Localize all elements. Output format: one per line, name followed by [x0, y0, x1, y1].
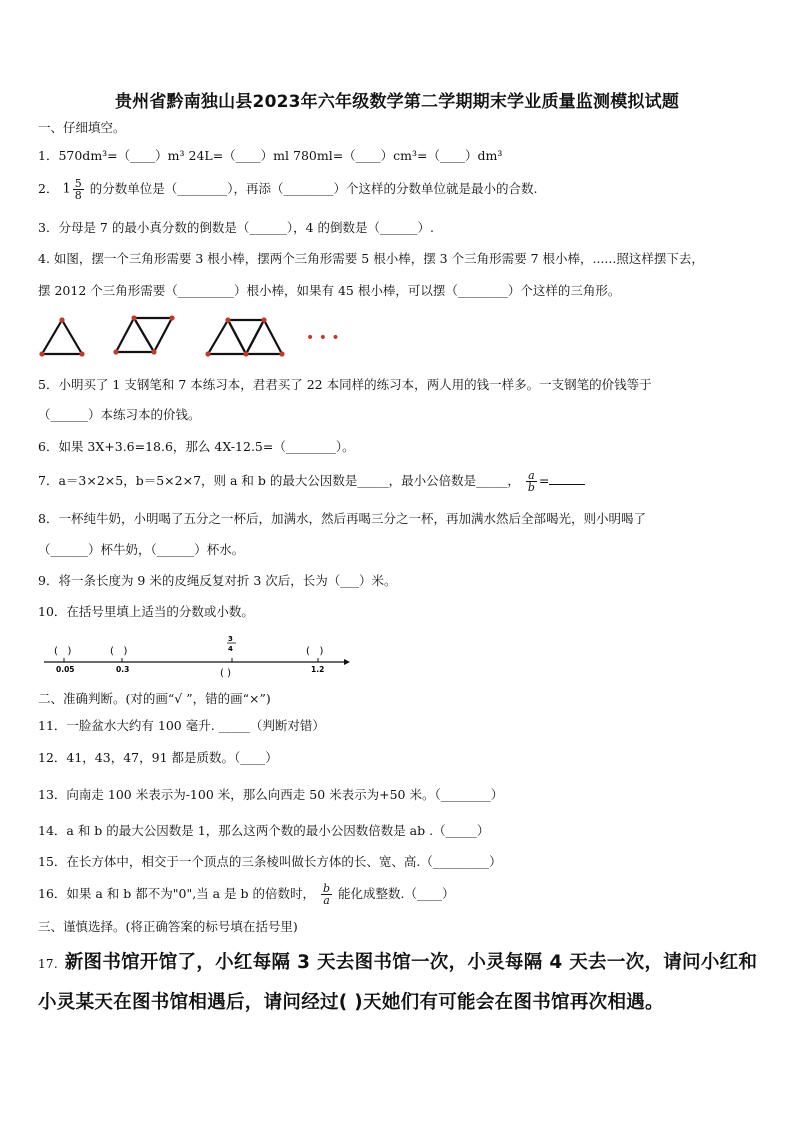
fraction-numerator: 5 [74, 177, 82, 190]
blank-paren-3: ( ) [306, 646, 324, 657]
question-5-line-2: （______）本练习本的价钱。 [38, 407, 201, 422]
equals-sign: = [538, 473, 550, 488]
continuation-dots: • • • [306, 330, 340, 346]
blank-paren-1: ( ) [54, 646, 72, 657]
question-7 [38, 470, 585, 493]
question-16-tail: 能化成整数.（____） [338, 886, 455, 901]
question-4-line-1: 4. 如图，摆一个三角形需要 3 根小棒，摆两个三角形需要 5 根小棒，摆 3 个三角形需要 7 根小棒，......照这样摆下去， [38, 251, 704, 266]
question-2-text: 的分数单位是（________），再添（________）个这样的分数单位就是最小的合数. [89, 181, 538, 196]
section-3-heading: 三、谨慎选择。(将正确答案的标号填在括号里) [38, 919, 298, 934]
question-13: 13．向南走 100 米表示为-100 米，那么向西走 50 米表示为+50 米。（________） [38, 787, 504, 802]
question-17-number: 17. [38, 957, 58, 971]
number-line [38, 632, 358, 684]
section-2-heading: 二、准确判断。(对的画“√ ”，错的画“×”) [38, 691, 271, 706]
tick-label-0.05: 0.05 [56, 665, 75, 674]
question-9: 9．将一条长度为 9 米的皮绳反复对折 3 次后，长为（___）米。 [38, 573, 397, 588]
question-5-line-1: 5．小明买了 1 支钢笔和 7 本练习本，君君买了 22 本同样的练习本，两人用的钱一样多。一支钢笔的价钱等于 [38, 377, 652, 392]
question-16-text: 16．如果 a 和 b 都不为"0",当 a 是 b 的倍数时， [38, 886, 316, 901]
question-15: 15．在长方体中，相交于一个顶点的三条棱叫做长方体的长、宽、高.（_________） [38, 854, 502, 869]
fraction [73, 178, 84, 201]
triangle-3a [208, 320, 246, 354]
question-8-line-2: （______）杯牛奶，（______）杯水。 [38, 542, 245, 557]
triangle-2b [134, 318, 172, 352]
fraction-denominator: a [323, 894, 330, 907]
blank-paren-2: ( ) [110, 646, 128, 657]
triangle-3c [246, 320, 282, 354]
question-17-line-2: 小灵某天在图书馆相遇后，请问经过( )天她们有可能会在图书馆再次相遇。 [38, 992, 664, 1013]
question-16 [38, 883, 455, 906]
fraction-numerator: b [323, 882, 331, 895]
tick-label-1.2: 1.2 [311, 665, 325, 674]
mixed-fraction-whole: 1 [62, 181, 71, 197]
blank-paren-below: ( ) [220, 668, 231, 679]
fraction-numerator: a [526, 470, 537, 482]
question-17-text-1: 新图书馆开馆了，小红每隔 3 天去图书馆一次，小灵每隔 4 天去一次，请问小红和 [64, 952, 758, 973]
triangle-2a [116, 318, 154, 352]
question-1: 1．570dm³=（____）m³ 24L=（____）ml 780ml=（____）cm³=（____）dm³ [38, 148, 503, 163]
question-7-text: 7．a＝3×2×5，b＝5×2×7，则 a 和 b 的最大公因数是_____，最小公倍数是_____， [38, 473, 520, 488]
question-6: 6．如果 3X+3.6=18.6，那么 4X-12.5=（________）。 [38, 439, 355, 454]
question-12: 12．41，43，47，91 都是质数。（____） [38, 750, 278, 765]
triangle-1 [42, 320, 82, 354]
question-14: 14．a 和 b 的最大公因数是 1，那么这两个数的最小公因数倍数是 ab .（_____） [38, 823, 490, 838]
fraction-denominator: b [527, 481, 535, 494]
triangle-3b [228, 320, 264, 354]
question-17-line-1 [38, 948, 757, 974]
fraction-denominator: 8 [74, 189, 82, 202]
page-title: 贵州省黔南独山县2023年六年级数学第二学期期末学业质量监测模拟试题 [114, 92, 680, 112]
question-3: 3．分母是 7 的最小真分数的倒数是（______），4 的倒数是（______）. [38, 220, 435, 235]
fraction-a-over-b [526, 470, 537, 493]
triangle-stick-figure [36, 312, 356, 360]
mixed-fraction [62, 177, 89, 202]
question-11: 11．一脸盆水大约有 100 毫升. _____（判断对错） [38, 718, 325, 733]
question-4-line-2: 摆 2012 个三角形需要（_________）根小棒，如果有 45 根小棒，可以摆（________）个这样的三角形。 [38, 283, 621, 298]
tick-label-0.3: 0.3 [116, 665, 130, 674]
label-above-numerator: 3 [228, 635, 233, 643]
question-2 [38, 178, 537, 201]
question-2-number: 2． [38, 181, 59, 196]
question-10: 10．在括号里填上适当的分数或小数。 [38, 604, 254, 619]
question-8-line-1: 8．一杯纯牛奶，小明喝了五分之一杯后，加满水，然后再喝三分之一杯，再加满水然后全部喝光，则小明喝了 [38, 511, 646, 526]
section-1-heading: 一、仔细填空。 [38, 120, 126, 135]
label-above-denominator: 4 [228, 645, 233, 653]
fraction-b-over-a [321, 883, 332, 906]
answer-blank [549, 472, 585, 485]
